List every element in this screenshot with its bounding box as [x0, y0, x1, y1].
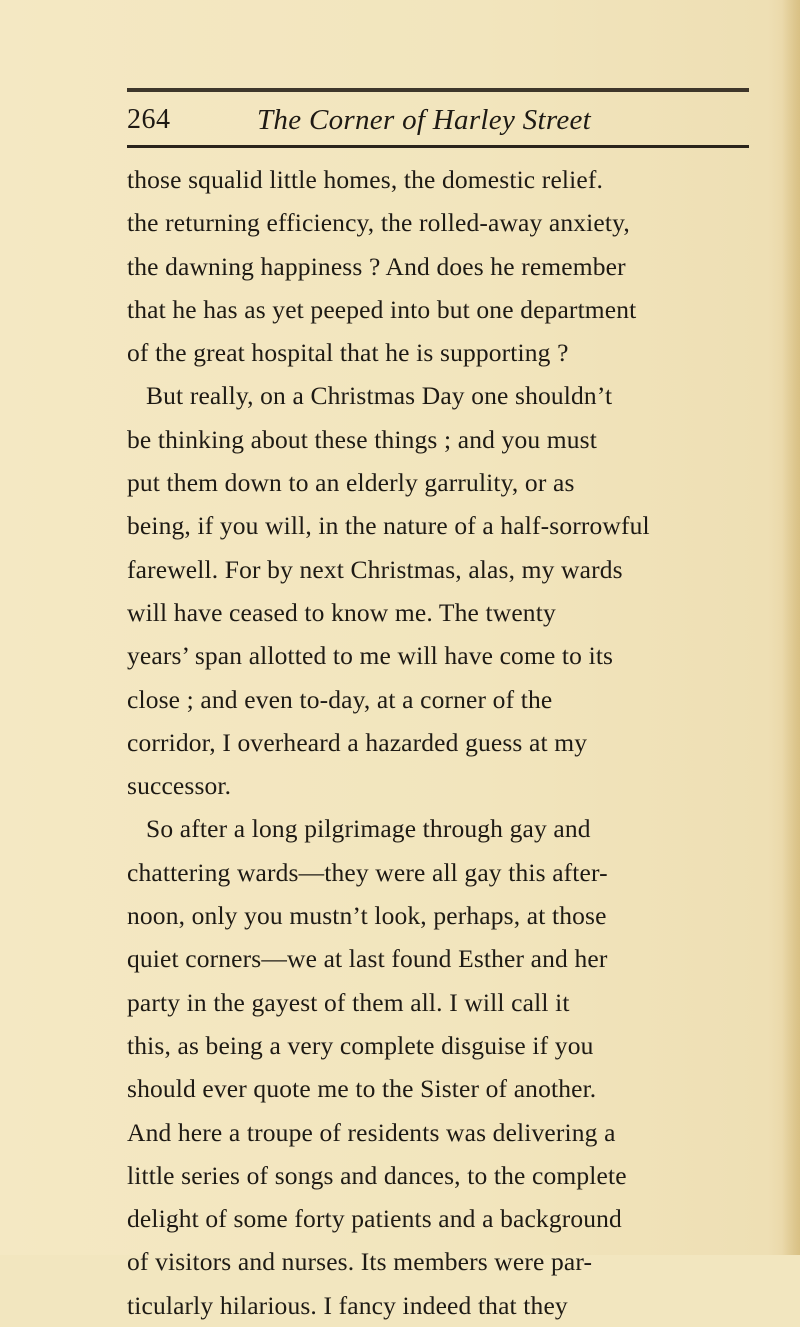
text-line: being, if you will, in the nature of a half-sorrowful	[127, 511, 650, 541]
running-head	[127, 96, 749, 144]
text-line: this, as being a very complete disguise if you	[127, 1030, 594, 1060]
text-line: party in the gayest of them all. I will call it	[127, 987, 570, 1017]
text-line: delight of some forty patients and a background	[127, 1204, 622, 1234]
page-edge-shadow	[782, 0, 800, 1255]
text-line: farewell. For by next Christmas, alas, my wards	[127, 554, 623, 584]
text-line: be thinking about these things ; and you must	[127, 424, 597, 454]
text-line: the dawning happiness ? And does he remember	[127, 251, 626, 281]
text-line: that he has as yet peeped into but one department	[127, 294, 637, 324]
paragraph-start-line: But really, on a Christmas Day one shouldn’t	[146, 381, 613, 411]
text-line: will have ceased to know me. The twenty	[127, 597, 556, 627]
text-line: ticularly hilarious. I fancy indeed that they	[127, 1290, 568, 1320]
text-line: of visitors and nurses. Its members were par-	[127, 1247, 593, 1277]
paragraph-start-line: So after a long pilgrimage through gay and	[146, 814, 591, 844]
text-line: should ever quote me to the Sister of another.	[127, 1074, 597, 1104]
text-line: quiet corners—we at last found Esther and her	[127, 944, 608, 974]
text-line: those squalid little homes, the domestic relief.	[127, 165, 604, 194]
text-line: noon, only you mustn’t look, perhaps, at those	[127, 901, 607, 931]
text-line: the returning efficiency, the rolled-away anxiety,	[127, 208, 630, 238]
text-line: close ; and even to-day, at a corner of the	[127, 684, 553, 714]
text-line: corridor, I overheard a hazarded guess at my	[127, 727, 588, 757]
text-line: successor.	[127, 771, 232, 801]
page-number: 264	[127, 104, 171, 135]
text-line: years’ span allotted to me will have come to its	[127, 641, 614, 671]
top-rule	[127, 88, 749, 92]
head-rule	[127, 145, 749, 148]
text-line: And here a troupe of residents was delivering a	[127, 1117, 616, 1147]
body-text	[127, 158, 759, 1327]
text-line: chattering wards—they were all gay this after-	[127, 857, 608, 887]
text-line: put them down to an elderly garrulity, or as	[127, 468, 575, 498]
text-line: little series of songs and dances, to the complete	[127, 1160, 627, 1190]
running-title: The Corner of Harley Street	[257, 104, 592, 136]
text-line: of the great hospital that he is supporting ?	[127, 338, 569, 368]
